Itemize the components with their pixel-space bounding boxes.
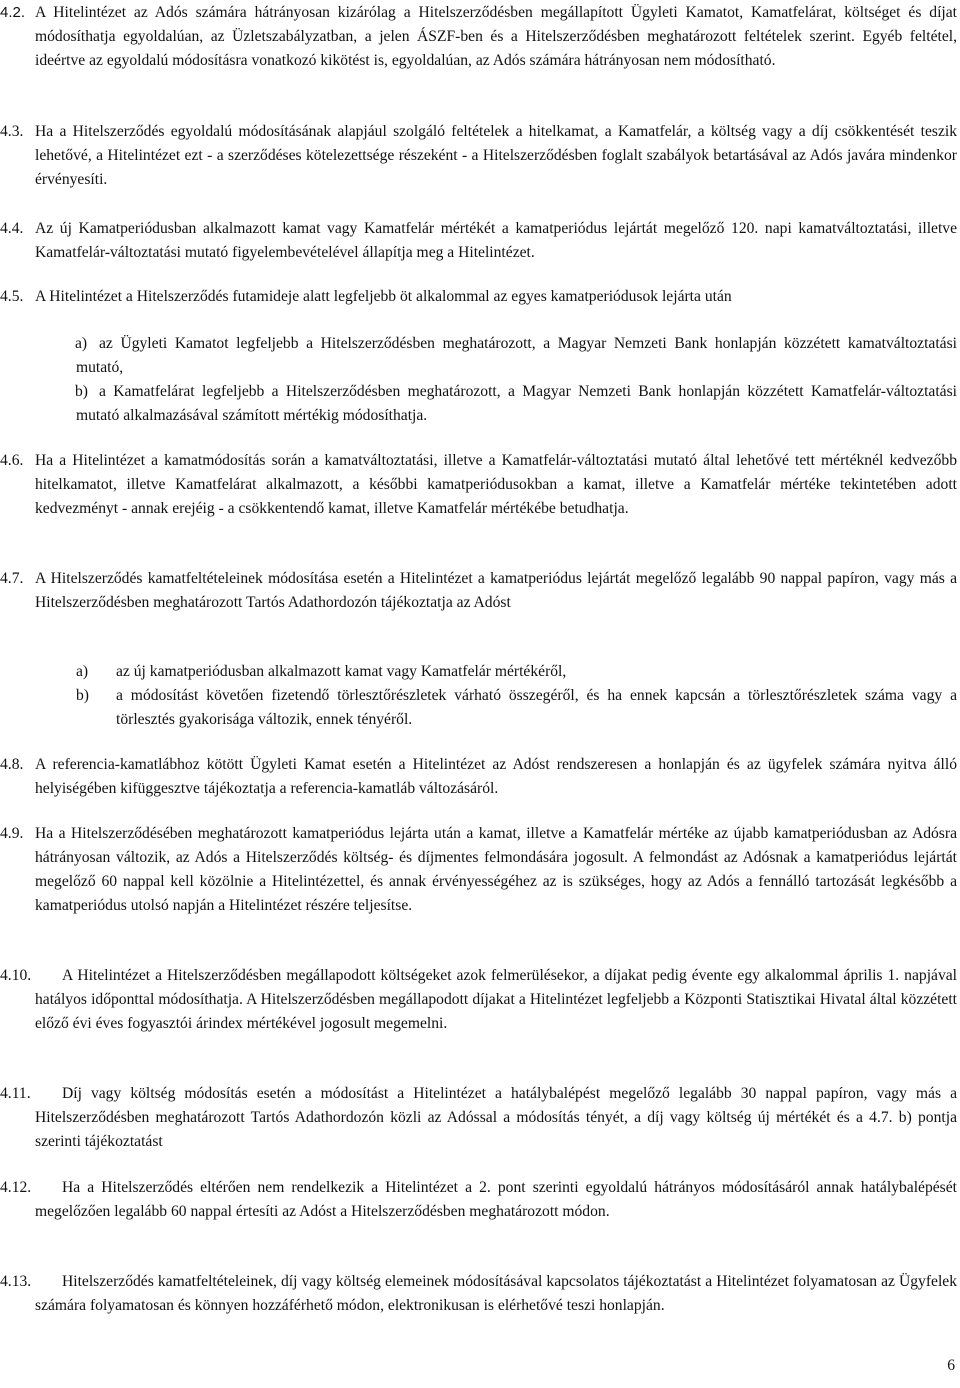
section-number: 4.6. <box>0 452 24 469</box>
section-4-5-item-b <box>76 380 957 428</box>
section-number: 4.4. <box>0 220 24 237</box>
section-number: 4.13. <box>0 1273 32 1290</box>
section-text: A Hitelszerződés kamatfeltételeinek módosítása esetén a Hitelintézet a kamatperiódus lejártát megelőző legalább 90 nappal papíron, vagy más a Hitelszerződésben meghatározott Tartós Adathordozón tájékoztatja az Adóst <box>35 570 957 611</box>
section-number: 4.9. <box>0 825 24 842</box>
section-text: Ha a Hitelszerződés eltérően nem rendelkezik a Hitelintézet a 2. pont szerinti egyoldalú hátrányos módosításáról annak hatálybalépését megelőzően legalább 60 nappal értesíti az Adóst a Hitelszerződésben meghatározott módon. <box>35 1179 957 1220</box>
section-number: 4.10. <box>0 967 32 984</box>
section-number: 4.5. <box>0 288 24 305</box>
section-4-7 <box>0 567 957 615</box>
section-4-10 <box>0 964 957 1036</box>
section-text: A Hitelintézet az Adós számára hátrányosan kizárólag a Hitelszerződésben megállapított Ügyleti Kamatot, Kamatfelárat, költséget és díjat módosíthatja egyoldalúan, az Üzletszabályzatban, a jelen ÁSZF-ben és a Hitelszerződésben meghatározott feltételek szerint. Egyéb feltétel, ideértve az egyoldalú módosításra vonatkozó kikötést is, egyoldalúan, az Adós számára hátrányosan nem módosítható. <box>35 4 957 69</box>
page-number: 6 <box>947 1357 955 1374</box>
item-label: a) <box>76 663 89 680</box>
section-4-13 <box>0 1270 957 1318</box>
section-text: Díj vagy költség módosítás esetén a módosítást a Hitelintézet a hatálybalépést megelőző legalább 30 nappal papíron, vagy más a Hitelszerződésben meghatározott Tartós Adathordozón közli az Adóssal a módosítás tényét, a díj vagy költség új mértékét és a 4.7. b) pontja szerinti tájékoztatást <box>35 1085 957 1150</box>
section-text: Ha a Hitelintézet a kamatmódosítás során a kamatváltoztatási, illetve a Kamatfelár-változtatási mutató által lehetővé tett mértéknél kedvezőbb hitelkamatot, illetve Kamatfelárat alkalmazott, a későbbi kamatperiódusokban a kamat, illetve a Kamatfelár mértéke tekintetében adott kedvezményt - annak erejéig - a csökkentendő kamat, illetve Kamatfelár mértékébe betudhatja. <box>35 452 957 517</box>
section-4-4 <box>0 217 957 265</box>
section-number: 4.11. <box>0 1085 31 1102</box>
section-4-8 <box>0 753 957 801</box>
item-text: a Kamatfelárat legfeljebb a Hitelszerződésben meghatározott, a Magyar Nemzeti Bank honlapján közzétett Kamatfelár-változtatási mutató alkalmazásával számított mértékig módosíthatja. <box>76 383 957 424</box>
section-text: Az új Kamatperiódusban alkalmazott kamat vagy Kamatfelár mértékét a kamatperiódus lejártát megelőző 120. napi kamatváltoztatási, illetve Kamatfelár-változtatási mutató figyelembevételével állapítja meg a Hitelintézet. <box>35 220 957 261</box>
section-4-5-item-a <box>76 332 957 380</box>
section-4-3 <box>0 120 957 192</box>
section-text: Ha a Hitelszerződés egyoldalú módosításának alapjául szolgáló feltételek a hitelkamat, a Kamatfelár, a költség vagy a díj csökkentését teszik lehetővé, a Hitelintézet ezt - a szerződéses kötelezettsége részeként - a Hitelszerződésben foglalt szabályok betartásával az Adós javára mindenkor érvényesíti. <box>35 123 957 188</box>
section-4-6 <box>0 449 957 521</box>
item-text: az új kamatperiódusban alkalmazott kamat vagy Kamatfelár mértékéről, <box>116 663 567 680</box>
section-4-7-item-b <box>76 684 957 732</box>
section-text: Ha a Hitelszerződésében meghatározott kamatperiódus lejárta után a kamat, illetve a Kamatfelár mértéke az újabb kamatperiódusban az Adósra hátrányosan változik, az Adós a Hitelszerződés költség- és díjmentes felmondására jogosult. A felmondást az Adósnak a kamatperiódus lejártát megelőző 60 nappal kell közölnie a Hitelintézettel, és annak érvényességéhez az is szükséges, hogy az Adós a fennálló tartozását legkésőbb a kamatperiódus utolsó napján a Hitelintézet részére teljesítse. <box>35 825 957 914</box>
section-4-2 <box>0 1 957 73</box>
section-text: A referencia-kamatlábhoz kötött Ügyleti Kamat esetén a Hitelintézet az Adóst rendszeresen a honlapján és az ügyfelek számára nyitva álló helyiségében kifüggesztve tájékoztatja a referencia-kamatláb változásáról. <box>35 756 957 797</box>
item-label: b) <box>75 383 88 400</box>
item-label: a) <box>75 335 88 352</box>
section-4-7-item-a <box>76 660 957 684</box>
section-4-5 <box>0 285 957 309</box>
section-text: A Hitelintézet a Hitelszerződés futamideje alatt legfeljebb öt alkalommal az egyes kamatperiódusok lejárta után <box>35 288 732 305</box>
section-4-12 <box>0 1176 957 1224</box>
section-4-11 <box>0 1082 957 1154</box>
section-number: 4.3. <box>0 123 24 140</box>
section-4-9 <box>0 822 957 918</box>
section-number: 4.7. <box>0 570 24 587</box>
section-number: 4.2. <box>0 4 26 21</box>
item-text: az Ügyleti Kamatot legfeljebb a Hitelszerződésben meghatározott, a Magyar Nemzeti Bank honlapján közzétett kamatváltoztatási mutató, <box>76 335 957 376</box>
item-label: b) <box>76 687 89 704</box>
section-text: Hitelszerződés kamatfeltételeinek, díj vagy költség elemeinek módosításával kapcsolatos tájékoztatást a Hitelintézet folyamatosan az Ügyfelek számára folyamatosan és könnyen hozzáférhető módon, elektronikusan is elérhetővé teszi honlapján. <box>35 1273 957 1314</box>
section-number: 4.8. <box>0 756 24 773</box>
item-text: a módosítást követően fizetendő törlesztőrészletek várható összegéről, és ha ennek kapcsán a törlesztőrészletek száma vagy a törlesztés gyakorisága változik, ennek tényéről. <box>116 687 957 728</box>
section-number: 4.12. <box>0 1179 32 1196</box>
section-text: A Hitelintézet a Hitelszerződésben megállapodott költségeket azok felmerülésekor, a díjakat pedig évente egy alkalommal április 1. napjával hatályos időponttal módosíthatja. A Hitelszerződésben megállapodott díjakat a Hitelintézet legfeljebb a Központi Statisztikai Hivatal által közzétett előző évi éves fogyasztói árindex mértékével jogosult megemelni. <box>35 967 957 1032</box>
